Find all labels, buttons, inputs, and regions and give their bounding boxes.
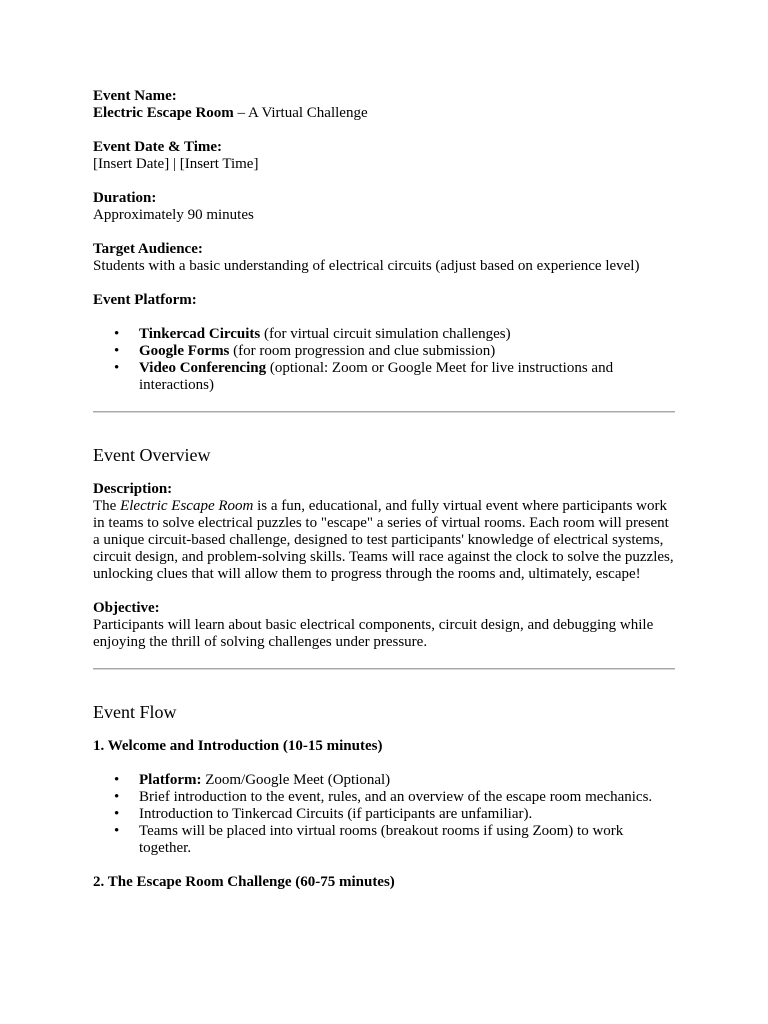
list-item — [93, 789, 675, 806]
flow-step1-title: 1. Welcome and Introduction (10-15 minutes) — [93, 738, 383, 754]
description-text: is a fun, educational, and fully virtual event where participants work in teams to solve electrical puzzles to "escape" a series of virtual rooms. Each room will present a unique circuit-based challenge, designed to test participants' knowledge of electrical systems, circuit design, and problem-solving skills. Teams will race against the clock to solve the puzzles, unlocking clues that will allow them to progress through the rooms and, ultimately, escape! — [93, 498, 674, 582]
event-platform-label: Event Platform: — [93, 292, 197, 308]
item-text: Introduction to Tinkercad Circuits (if participants are unfamiliar). — [139, 806, 533, 822]
item-lead: Platform: — [139, 772, 202, 788]
item-text: Teams will be placed into virtual rooms (breakout rooms if using Zoom) to work together. — [139, 823, 624, 856]
list-item — [93, 343, 675, 360]
event-duration-value: Approximately 90 minutes — [93, 207, 254, 223]
overview-objective-block — [93, 600, 675, 651]
event-audience-label: Target Audience: — [93, 241, 203, 257]
platform-detail: (for virtual circuit simulation challenges) — [260, 326, 511, 342]
step1-list — [93, 772, 675, 857]
overview-description-block — [93, 481, 675, 583]
event-datetime-label: Event Date & Time: — [93, 139, 223, 155]
item-text: Zoom/Google Meet (Optional) — [201, 772, 391, 788]
description-label: Description: — [93, 481, 173, 497]
objective-text: Participants will learn about basic electrical components, circuit design, and debugging while enjoying the thrill of solving challenges under pressure. — [93, 617, 654, 650]
description-prefix: The — [93, 498, 121, 514]
document-content — [93, 88, 675, 891]
event-datetime-block — [93, 139, 675, 173]
section-heading-flow: Event Flow — [93, 702, 177, 722]
event-audience-block — [93, 241, 675, 275]
platform-name: Tinkercad Circuits — [139, 326, 261, 342]
event-audience-value: Students with a basic understanding of electrical circuits (adjust based on experience level) — [93, 258, 640, 274]
event-name-subtitle: – A Virtual Challenge — [233, 105, 368, 121]
platform-detail: (for room progression and clue submission) — [229, 343, 496, 359]
list-item — [93, 360, 675, 394]
event-name-block — [93, 88, 675, 122]
event-datetime-value: [Insert Date] | [Insert Time] — [93, 156, 259, 172]
platform-detail: (optional: Zoom or Google Meet for live instructions and interactions) — [139, 360, 614, 393]
list-item — [93, 823, 675, 857]
list-item — [93, 326, 675, 343]
event-platform-heading — [93, 292, 675, 309]
platform-name: Video Conferencing — [139, 360, 267, 376]
objective-label: Objective: — [93, 600, 160, 616]
platform-list — [93, 326, 675, 394]
event-duration-label: Duration: — [93, 190, 157, 206]
list-item — [93, 772, 675, 789]
section-heading-overview: Event Overview — [93, 445, 211, 465]
event-name-title: Electric Escape Room — [93, 105, 234, 121]
description-title: Electric Escape Room — [120, 498, 254, 514]
list-item — [93, 806, 675, 823]
event-duration-block — [93, 190, 675, 224]
item-text: Brief introduction to the event, rules, and an overview of the escape room mechanics. — [139, 789, 653, 805]
flow-step2-title: 2. The Escape Room Challenge (60-75 minutes) — [93, 874, 395, 890]
event-name-label: Event Name: — [93, 88, 177, 104]
platform-name: Google Forms — [139, 343, 230, 359]
